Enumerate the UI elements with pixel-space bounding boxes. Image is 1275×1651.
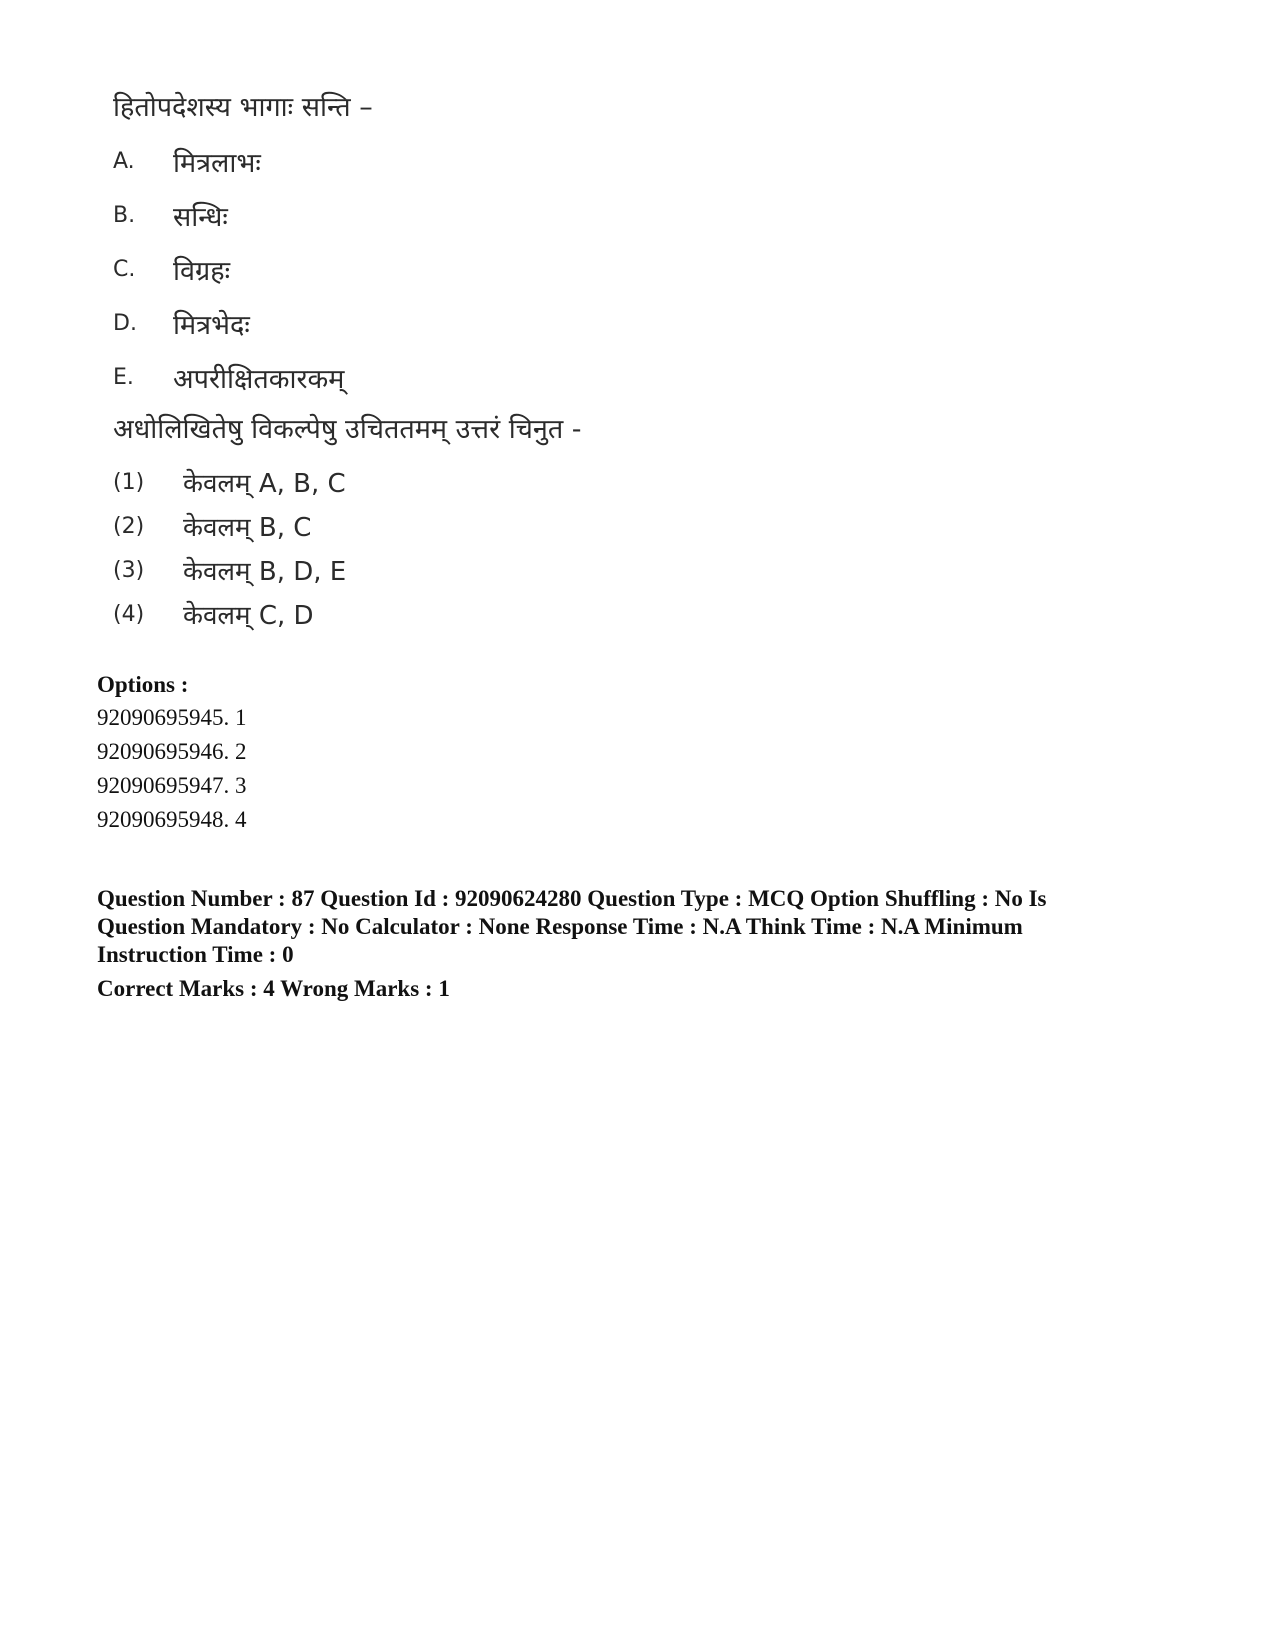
choice-number: (2) (113, 513, 145, 539)
statement-letter: B. (113, 202, 136, 228)
choice-text: केवलम् C, D (183, 601, 314, 631)
statement-d (113, 296, 1013, 350)
question-meta (97, 885, 1167, 1003)
marks-line: Correct Marks : 4 Wrong Marks : 1 (97, 976, 450, 1001)
statement-letter: D. (113, 310, 137, 336)
statement-text: अपरीक्षितकारकम् (173, 363, 345, 395)
option-item-2: 92090695946. 2 (97, 739, 247, 764)
statement-text: सन्धिः (173, 201, 228, 233)
question-stem: हितोपदेशस्य भागाः सन्ति – (113, 92, 373, 123)
meta-line-3: Instruction Time : 0 (97, 942, 294, 967)
statement-letter: E. (113, 364, 134, 390)
statement-b (113, 188, 1013, 242)
choice-text: केवलम् A, B, C (183, 469, 346, 499)
options-block (97, 668, 247, 837)
statement-e (113, 350, 1013, 404)
statement-letter: A. (113, 148, 135, 174)
question-block (113, 82, 1013, 636)
choice-4 (113, 592, 1013, 636)
meta-line-1: Question Number : 87 Question Id : 92090624280 Question Type : MCQ Option Shuffling : No Is (97, 886, 1047, 911)
choice-text: केवलम् B, D, E (183, 557, 347, 587)
option-item-4: 92090695948. 4 (97, 807, 247, 832)
statement-letter: C. (113, 256, 136, 282)
choice-text: केवलम् B, C (183, 513, 312, 543)
statement-a (113, 134, 1013, 188)
option-item-3: 92090695947. 3 (97, 773, 247, 798)
statement-text: मित्रलाभः (173, 147, 261, 179)
statement-c (113, 242, 1013, 296)
meta-line-2: Question Mandatory : No Calculator : None Response Time : N.A Think Time : N.A Minimum (97, 914, 1023, 939)
question-instruction: अधोलिखितेषु विकल्पेषु उचिततमम् उत्तरं चिनुत - (113, 414, 582, 445)
choice-number: (4) (113, 601, 145, 627)
choice-2 (113, 504, 1013, 548)
options-heading: Options : (97, 672, 189, 697)
choice-1 (113, 460, 1013, 504)
choice-number: (1) (113, 469, 145, 495)
choice-3 (113, 548, 1013, 592)
choice-number: (3) (113, 557, 145, 583)
option-item-1: 92090695945. 1 (97, 705, 247, 730)
statement-text: विग्रहः (173, 255, 231, 287)
statement-text: मित्रभेदः (173, 309, 250, 341)
